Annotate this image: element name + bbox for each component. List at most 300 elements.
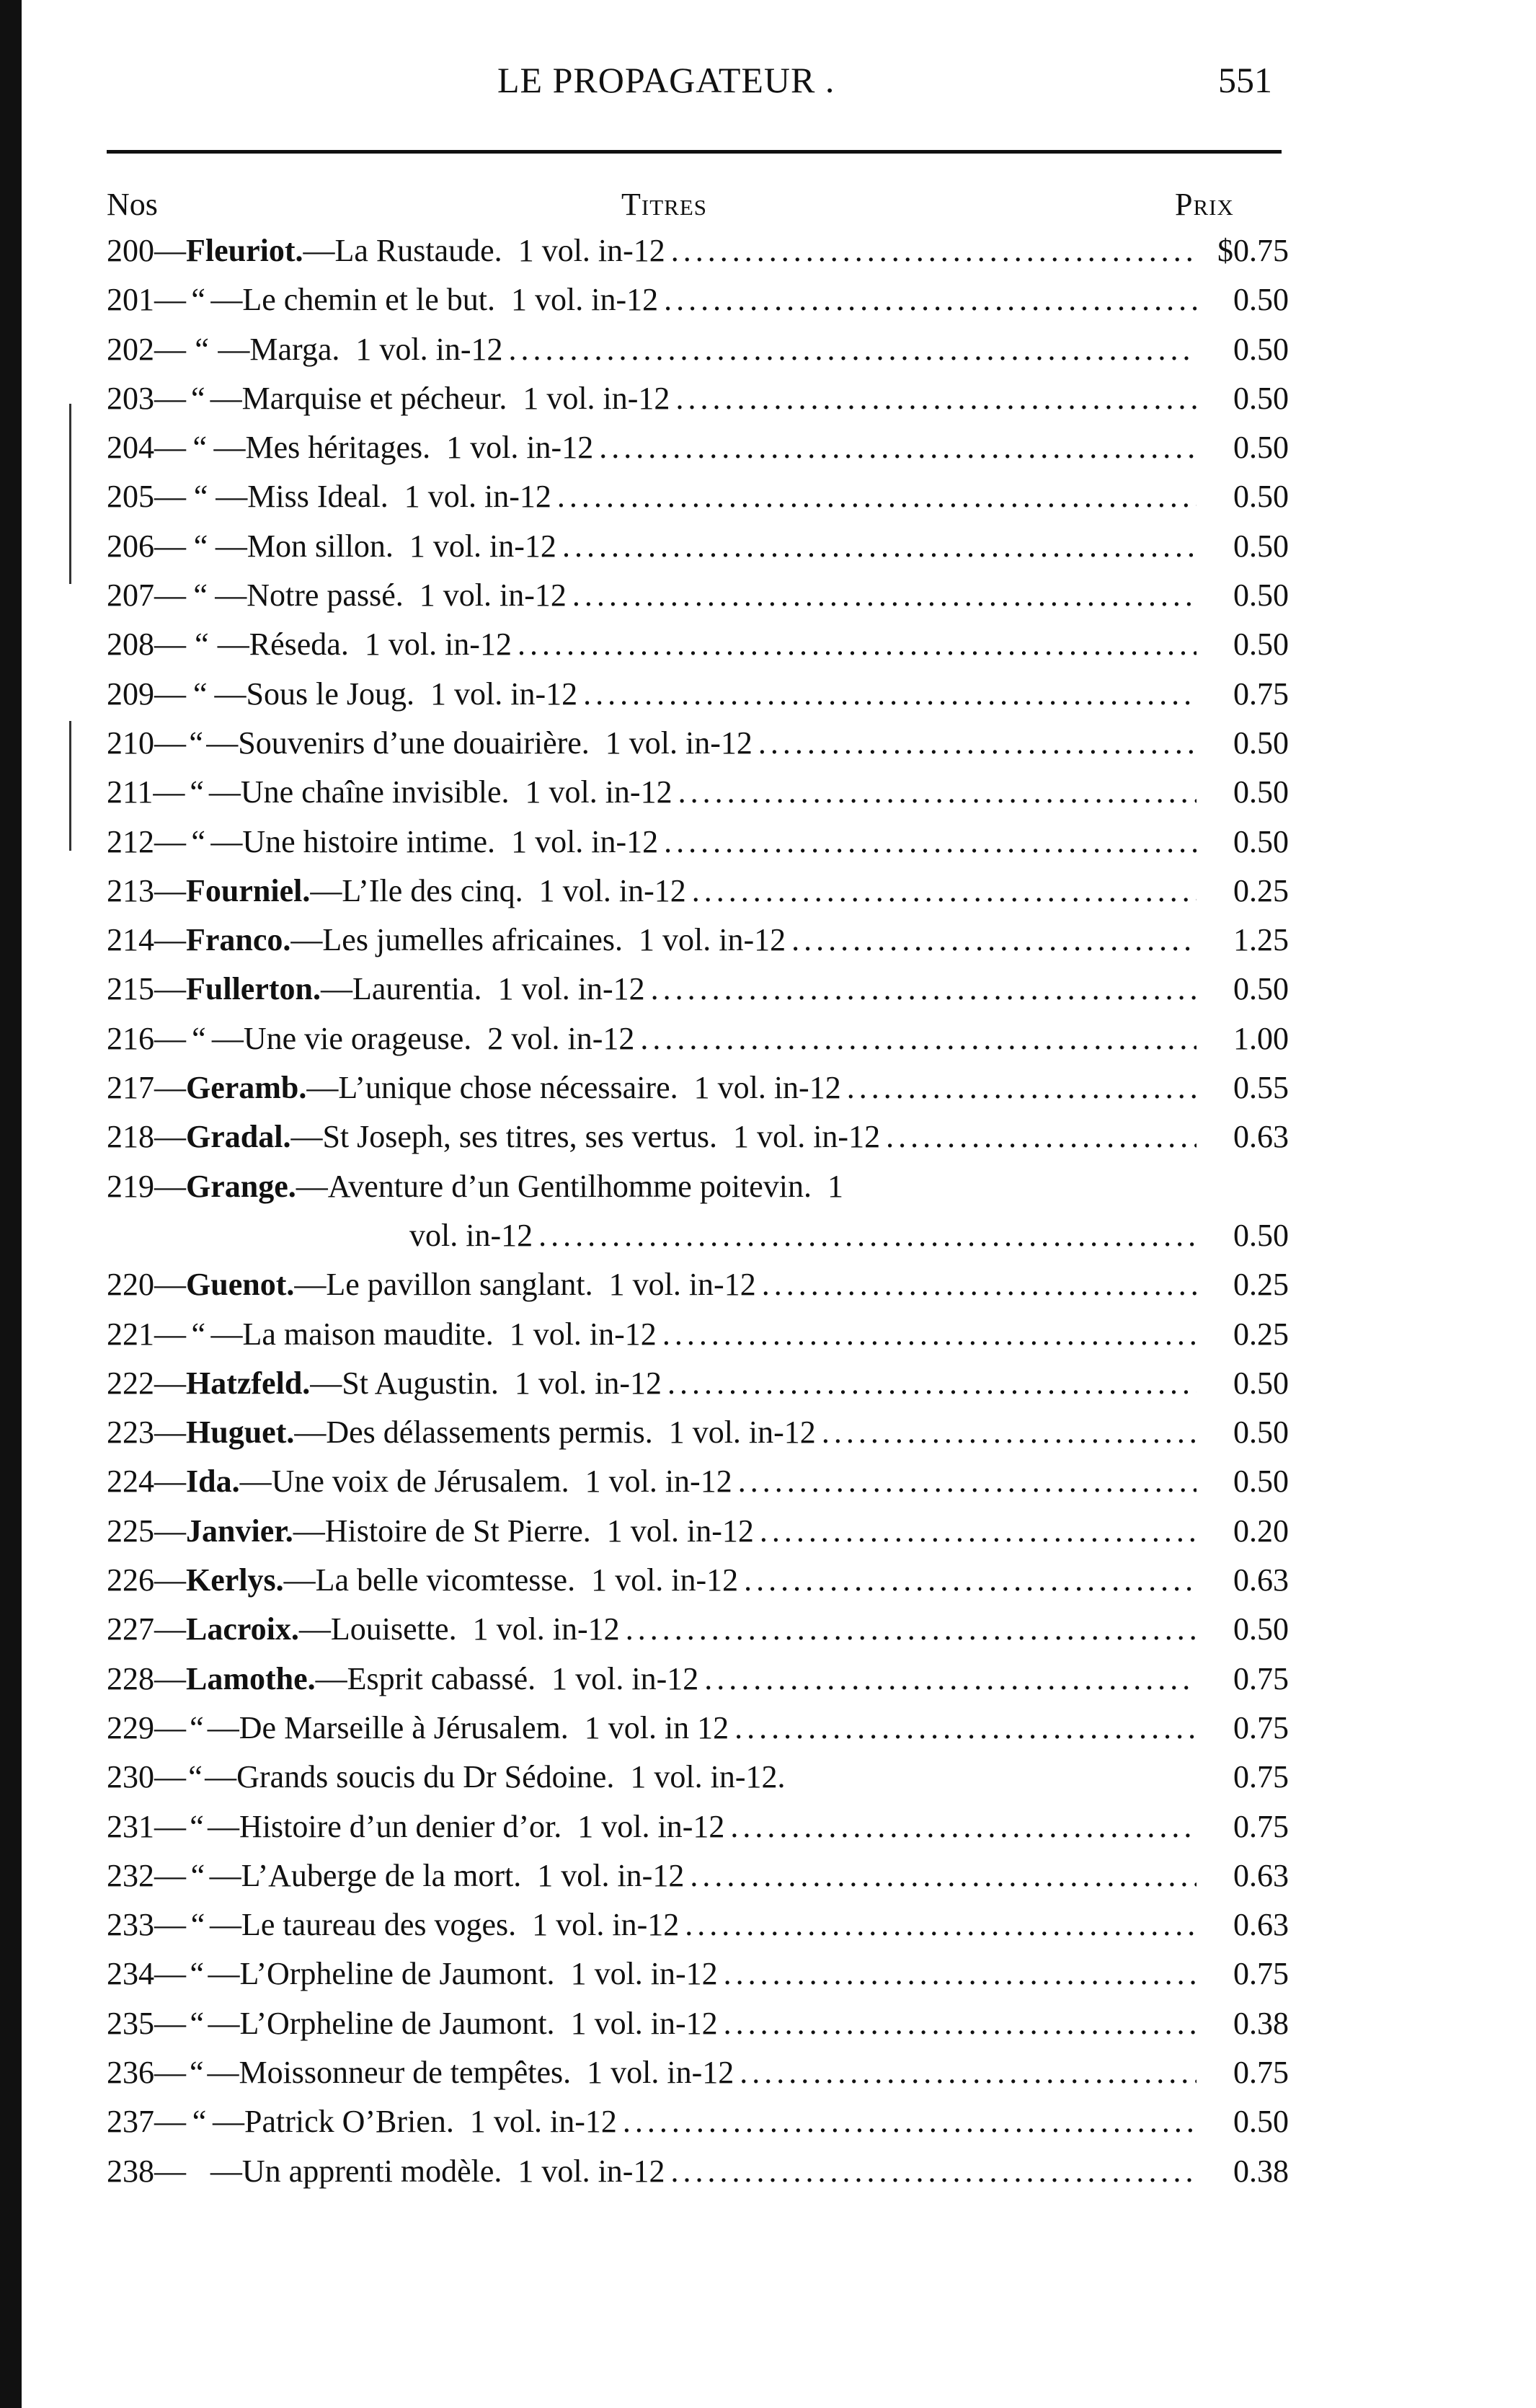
entry-title: —Patrick O’Brien.: [213, 2104, 454, 2140]
entry-price: 0.50: [1233, 479, 1289, 515]
entry-continuation-line: [107, 1217, 1289, 1254]
entry-title: —Histoire d’un denier d’or.: [208, 1808, 562, 1844]
catalog-entry: [107, 1707, 1289, 1756]
leader-dots: [664, 823, 1197, 860]
running-head: [0, 59, 1536, 110]
entry-line: [107, 872, 1289, 909]
entry-price: 0.75: [1233, 1808, 1289, 1844]
entry-price: 0.63: [1233, 1857, 1289, 1893]
entry-line: [107, 823, 1289, 860]
entry-title: —Marga.: [218, 331, 340, 367]
entry-number: 232—: [107, 1857, 186, 1893]
catalog-entry: [107, 1017, 1289, 1066]
entry-number: 220—: [107, 1267, 186, 1303]
entry-number: 221—: [107, 1316, 186, 1352]
ditto-mark: “: [192, 1020, 206, 1056]
leader-dots: [662, 1316, 1197, 1353]
entry-volume: 1 vol. in-12.: [630, 1759, 786, 1795]
entry-price: 0.25: [1233, 872, 1289, 908]
catalog-entry: [107, 623, 1289, 672]
entry-title: —Les jumelles africaines.: [290, 922, 623, 958]
entry-price: 0.63: [1233, 1119, 1289, 1155]
entry-number: 230—: [107, 1759, 186, 1795]
entry-title: —Marquise et pécheur.: [210, 380, 507, 416]
column-header-prix: Prix: [1175, 187, 1234, 222]
entry-volume: 1 vol. in-12: [409, 528, 556, 564]
entry-title: —Une chaîne invisible.: [208, 774, 510, 810]
entry-title: —Grands soucis du Dr Sédoine.: [205, 1759, 615, 1795]
header-rule: [107, 150, 1282, 154]
entry-line: [107, 1611, 1289, 1647]
entry-line: [107, 1168, 1289, 1205]
entry-author: Gradal.: [186, 1119, 291, 1155]
entry-title: —L’Ile des cinq.: [310, 872, 523, 908]
entry-line: [107, 2054, 1289, 2091]
ditto-mark: “: [193, 479, 208, 515]
entry-price: 0.50: [1233, 282, 1289, 318]
entry-volume: 1 vol. in 12: [584, 1709, 729, 1745]
catalog-entry: [107, 1657, 1289, 1707]
leader-dots: [557, 478, 1197, 515]
leader-dots: [822, 1414, 1197, 1451]
entry-price: 0.63: [1233, 1562, 1289, 1598]
entry-line: [107, 1955, 1289, 1992]
entry-title: —L’Orpheline de Jaumont.: [208, 1956, 555, 1992]
entry-line: [107, 1709, 1289, 1746]
entry-title: —Aventure d’un Gentilhomme poitevin.: [296, 1168, 812, 1204]
book-binding-edge: [0, 0, 22, 2408]
ditto-mark: “: [191, 823, 205, 859]
entry-author: Grange.: [186, 1168, 296, 1204]
entry-number: 237—: [107, 2104, 186, 2140]
catalog-entry: [107, 2100, 1289, 2149]
entry-title: —Une voix de Jérusalem.: [239, 1464, 569, 1500]
leader-dots: [744, 1562, 1197, 1598]
entry-line: [107, 1758, 1289, 1795]
entry-volume: 1 vol. in-12: [364, 627, 512, 663]
page-title: LE PROPAGATEUR .: [497, 60, 835, 100]
ditto-mark: “: [189, 725, 203, 761]
entry-line: [107, 1266, 1289, 1303]
ditto-mark: “: [191, 282, 205, 318]
entry-line: [107, 1463, 1289, 1500]
entry-price: 0.38: [1233, 2005, 1289, 2041]
entry-volume: 1 vol. in-12: [419, 577, 567, 614]
entry-title: —De Marseille à Jérusalem.: [207, 1709, 569, 1745]
leader-dots: [640, 1020, 1197, 1057]
entry-volume: 1 vol. in-12: [551, 1660, 699, 1696]
catalog-entry: [107, 1460, 1289, 1509]
entry-line: [107, 2153, 1289, 2190]
leader-dots: [738, 1463, 1197, 1500]
catalog-entry: [107, 1115, 1289, 1164]
catalog-entry: [107, 1362, 1289, 1411]
leader-dots: [667, 1365, 1197, 1402]
entry-number: 200—: [107, 233, 186, 268]
entry-line: [107, 1020, 1289, 1057]
entry-number: 210—: [107, 725, 186, 761]
entry-volume: 1 vol. in-12: [537, 1857, 685, 1893]
entry-price: 0.25: [1233, 1316, 1289, 1352]
leader-dots: [678, 774, 1197, 810]
entry-author: Fullerton.: [186, 971, 321, 1007]
entry-title: —Esprit cabassé.: [315, 1660, 536, 1696]
entry-volume: 1 vol. in-12: [605, 725, 753, 761]
entry-volume: 1 vol. in-12: [430, 676, 578, 712]
entry-number: 208—: [107, 627, 186, 663]
entry-title: —St Joseph, ses titres, ses vertus.: [290, 1119, 717, 1155]
entry-volume: 1 vol. in-12: [585, 1464, 732, 1500]
entry-volume: 1 vol. in-12: [570, 1956, 718, 1992]
leader-dots: [758, 725, 1197, 761]
catalog-entry: [107, 869, 1289, 919]
entry-title: —Une histoire intime.: [210, 823, 496, 859]
entry-line: [107, 1513, 1289, 1549]
entry-number: 225—: [107, 1513, 186, 1549]
entry-price: 0.50: [1233, 627, 1289, 663]
leader-dots: [760, 1513, 1197, 1549]
catalog-entry: [107, 475, 1289, 524]
entry-volume: 1 vol. in-12: [591, 1562, 739, 1598]
entry-number: 217—: [107, 1070, 186, 1106]
ditto-mark: “: [190, 1956, 205, 1992]
ditto-mark: “: [195, 331, 209, 367]
catalog-entry: [107, 1854, 1289, 1903]
ditto-mark: “: [190, 774, 204, 810]
ditto-mark: “: [190, 1857, 205, 1893]
leader-dots: [572, 577, 1197, 614]
entry-volume: 1 vol. in-12: [693, 1070, 841, 1106]
entry-number: 231—: [107, 1808, 186, 1844]
catalog-entry: [107, 1510, 1289, 1559]
entry-title: —La Rustaude.: [303, 233, 502, 268]
ditto-mark: “: [193, 528, 208, 564]
catalog-entry: [107, 2051, 1289, 2100]
entry-title: —La maison maudite.: [210, 1316, 494, 1352]
entry-line: [107, 2103, 1289, 2140]
column-header-titres: Titres: [621, 187, 707, 222]
leader-dots: [671, 232, 1197, 269]
entry-price: 0.20: [1233, 1513, 1289, 1549]
leader-dots: [599, 429, 1197, 466]
entry-title: —Louisette.: [298, 1611, 457, 1647]
catalog-entry: [107, 1263, 1289, 1312]
leader-dots: [664, 281, 1197, 318]
entry-number: 238—: [107, 2153, 186, 2189]
entry-number: 203—: [107, 380, 186, 416]
entry-title: —Un apprenti modèle.: [210, 2153, 502, 2189]
leader-dots: [791, 921, 1197, 958]
entry-title: —Mon sillon.: [215, 528, 394, 564]
entry-line: [107, 1562, 1289, 1598]
entry-price: 0.50: [1233, 971, 1289, 1007]
entry-line: [107, 380, 1289, 417]
ditto-mark: “: [192, 2104, 207, 2140]
catalog-entry: [107, 278, 1289, 327]
leader-dots: [724, 1955, 1197, 1992]
entry-volume: 1 vol. in-12: [525, 774, 672, 810]
entry-line: [107, 281, 1289, 318]
entry-volume: 1 vol. in-12: [472, 1611, 620, 1647]
leader-dots: [704, 1660, 1197, 1697]
entry-title: —Histoire de St Pierre.: [293, 1513, 591, 1549]
entry-volume: 1 vol. in-12: [509, 1316, 657, 1352]
leader-dots: [847, 1069, 1197, 1106]
entry-title: —Notre passé.: [215, 577, 404, 614]
column-header-nos: Nos: [107, 187, 158, 222]
entry-line: [107, 774, 1289, 810]
entry-title: —Moissonneur de tempêtes.: [207, 2054, 572, 2090]
entry-author: Fleuriot.: [186, 233, 303, 268]
catalog-entry: [107, 2002, 1289, 2051]
margin-mark: [69, 404, 71, 584]
leader-dots: [762, 1266, 1197, 1303]
entry-volume: 1 vol. in-12: [514, 1365, 662, 1401]
entry-price: 0.50: [1233, 774, 1289, 810]
leader-dots: [509, 331, 1197, 368]
entry-volume: 1 vol. in-12: [732, 1119, 881, 1155]
ditto-mark: “: [189, 2054, 204, 2090]
entry-number: 236—: [107, 2054, 186, 2090]
entry-line: [107, 921, 1289, 958]
leader-dots: [583, 676, 1197, 712]
entry-price: 0.50: [1233, 1415, 1289, 1451]
entry-price: 0.50: [1233, 2104, 1289, 2140]
entry-price: 0.75: [1233, 1709, 1289, 1745]
catalog-entry: [107, 722, 1289, 771]
entry-line: [107, 1660, 1289, 1697]
entry-author: Kerlys.: [186, 1562, 284, 1598]
entry-author: Lacroix.: [186, 1611, 299, 1647]
ditto-mark: “: [188, 1759, 203, 1795]
entry-price: 1.00: [1233, 1020, 1289, 1056]
entry-number: 228—: [107, 1660, 186, 1696]
catalog-entry: [107, 1165, 1289, 1264]
entry-price: 0.50: [1233, 1217, 1289, 1253]
entry-volume: 1 vol. in-12: [404, 479, 551, 515]
entry-volume: 1 vol. in-12: [606, 1513, 754, 1549]
entry-price: 0.75: [1233, 676, 1289, 712]
catalog-entry: [107, 1608, 1289, 1657]
entry-price: 0.50: [1233, 528, 1289, 564]
leader-dots: [730, 1808, 1197, 1845]
entry-number: 223—: [107, 1415, 186, 1451]
entry-number: 229—: [107, 1709, 186, 1745]
entry-number: 212—: [107, 823, 186, 859]
entry-price: 0.50: [1233, 725, 1289, 761]
entry-number: 235—: [107, 2005, 186, 2041]
entry-volume: 2 vol. in-12: [487, 1020, 635, 1056]
ditto-mark: “: [190, 2005, 205, 2041]
ditto-mark: “: [192, 430, 208, 466]
entry-price: 0.75: [1233, 1956, 1289, 1992]
entry-price: 0.50: [1233, 1365, 1289, 1401]
catalog-entry: [107, 771, 1289, 820]
ditto-mark: “: [193, 676, 208, 712]
entry-number: 227—: [107, 1611, 186, 1647]
entry-price: $0.75: [1217, 233, 1289, 268]
leader-dots: [562, 528, 1197, 565]
entry-line: [107, 429, 1289, 466]
entry-line: [107, 2005, 1289, 2042]
entry-author: Fourniel.: [186, 872, 311, 908]
entry-number: 215—: [107, 971, 186, 1007]
entry-volume: 1 vol. in-12: [587, 2054, 734, 2090]
entry-title: —L’Auberge de la mort.: [209, 1857, 522, 1893]
entry-volume: 1 vol. in-12: [639, 922, 786, 958]
entry-number: 207—: [107, 577, 186, 614]
ditto-mark: “: [195, 627, 209, 663]
entry-price: 0.50: [1233, 1464, 1289, 1500]
catalog-entry: [107, 1066, 1289, 1115]
entry-line: [107, 970, 1289, 1007]
entry-title: —La belle vicomtesse.: [283, 1562, 576, 1598]
page-number: 551: [1218, 60, 1272, 100]
ditto-mark: “: [191, 1316, 205, 1352]
entry-author: Huguet.: [186, 1415, 295, 1451]
entry-volume: 1 vol. in-12: [577, 1808, 725, 1844]
ditto-mark: “: [190, 1808, 204, 1844]
entry-author: Lamothe.: [186, 1660, 316, 1696]
catalog-entry: [107, 1756, 1289, 1805]
catalog-entry: [107, 574, 1289, 623]
catalog-entry: [107, 1952, 1289, 2001]
entry-volume: 1 vol. in-12: [446, 430, 594, 466]
entry-price: 0.50: [1233, 331, 1289, 367]
entry-volume: 1 vol. in-12: [518, 233, 665, 268]
entry-price: 0.55: [1233, 1070, 1289, 1106]
entry-line: [107, 1118, 1289, 1155]
leader-dots: [734, 1709, 1197, 1746]
catalog-entry: [107, 1313, 1289, 1362]
entry-line: [107, 1316, 1289, 1353]
entry-title: —Le pavillon sanglant.: [294, 1267, 593, 1303]
entry-number: 211—: [107, 774, 185, 810]
leader-dots: [623, 2103, 1197, 2140]
catalog-entry: [107, 328, 1289, 377]
entry-number: 216—: [107, 1020, 186, 1056]
entry-line: [107, 1069, 1289, 1106]
entry-number: 226—: [107, 1562, 186, 1598]
entry-number: 201—: [107, 282, 186, 318]
entry-line: [107, 1857, 1289, 1894]
leader-dots: [886, 1118, 1197, 1155]
entry-title: —Laurentia.: [320, 971, 482, 1007]
entry-title: —Sous le Joug.: [214, 676, 415, 712]
entry-title: —Une vie orageuse.: [211, 1020, 472, 1056]
entry-number: 206—: [107, 528, 186, 564]
entry-line: [107, 577, 1289, 614]
entry-title: —Le chemin et le but.: [210, 282, 495, 318]
entry-price: 0.50: [1233, 1611, 1289, 1647]
entry-line: [107, 232, 1289, 269]
entry-author: Hatzfeld.: [186, 1365, 311, 1401]
entry-author: Janvier.: [186, 1513, 293, 1549]
entry-volume: 1 vol. in-12: [668, 1415, 816, 1451]
entry-volume-continued: vol. in-12: [409, 1217, 533, 1253]
entry-price: 0.50: [1233, 380, 1289, 416]
entry-number: 202—: [107, 331, 186, 367]
catalog-entry: [107, 673, 1289, 722]
leader-dots: [724, 2005, 1197, 2042]
entry-number: 224—: [107, 1464, 186, 1500]
leader-dots: [685, 1906, 1197, 1943]
entry-line: [107, 331, 1289, 368]
entry-price: 0.75: [1233, 1660, 1289, 1696]
entry-volume: 1 vol. in-12: [469, 2104, 617, 2140]
entry-price: 0.38: [1233, 2153, 1289, 2189]
catalog-entry: [107, 525, 1289, 574]
entry-volume: 1: [827, 1168, 844, 1204]
entry-title: —Souvenirs d’une douairière.: [206, 725, 590, 761]
entry-price: 0.50: [1233, 823, 1289, 859]
leader-dots: [538, 1217, 1197, 1254]
leader-dots: [740, 2054, 1197, 2091]
entry-author: Geramb.: [186, 1070, 307, 1106]
entry-price: 1.25: [1233, 922, 1289, 958]
leader-dots: [690, 1857, 1197, 1894]
catalog-list: [107, 229, 1289, 2199]
entry-volume: 1 vol. in-12: [570, 2005, 718, 2041]
ditto-mark: “: [190, 1907, 205, 1943]
entry-number: 219—: [107, 1168, 186, 1204]
catalog-entry: [107, 2150, 1289, 2199]
entry-title: —Mes héritages.: [213, 430, 431, 466]
catalog-entry: [107, 229, 1289, 278]
entry-author: Ida.: [186, 1464, 240, 1500]
entry-line: [107, 725, 1289, 761]
entry-number: 234—: [107, 1956, 186, 1992]
entry-title: —Des délassements permis.: [294, 1415, 653, 1451]
entry-title: —Réseda.: [217, 627, 349, 663]
entry-price: 0.75: [1233, 1759, 1289, 1795]
entry-volume: 1 vol. in-12: [497, 971, 645, 1007]
entry-volume: 1 vol. in-12: [523, 380, 670, 416]
ditto-mark: “: [190, 1709, 204, 1745]
entry-price: 0.63: [1233, 1907, 1289, 1943]
catalog-entry: [107, 820, 1289, 869]
entry-author: Franco.: [186, 922, 291, 958]
entry-volume: 1 vol. in-12: [511, 282, 659, 318]
margin-mark: [69, 721, 71, 851]
ditto-mark: “: [193, 577, 208, 614]
entry-number: 205—: [107, 479, 186, 515]
entry-number: 233—: [107, 1907, 186, 1943]
catalog-entry: [107, 1903, 1289, 1952]
catalog-entry: [107, 1411, 1289, 1460]
entry-price: 0.75: [1233, 2054, 1289, 2090]
entry-price: 0.50: [1233, 577, 1289, 614]
entry-volume: 1 vol. in-12: [518, 2153, 665, 2189]
entry-line: [107, 676, 1289, 712]
entry-line: [107, 1808, 1289, 1845]
entry-number: 209—: [107, 676, 186, 712]
leader-dots: [675, 380, 1197, 417]
catalog-entry: [107, 919, 1289, 968]
catalog-entry: [107, 1805, 1289, 1854]
catalog-entry: [107, 426, 1289, 475]
entry-title: —St Augustin.: [310, 1365, 499, 1401]
entry-line: [107, 1414, 1289, 1451]
entry-line: [107, 478, 1289, 515]
entry-price: 0.50: [1233, 430, 1289, 466]
entry-title: —L’Orpheline de Jaumont.: [208, 2005, 555, 2041]
entry-number: 213—: [107, 872, 186, 908]
catalog-entry: [107, 1559, 1289, 1608]
entry-number: 218—: [107, 1119, 186, 1155]
entry-line: [107, 528, 1289, 565]
ditto-mark: “: [191, 380, 205, 416]
